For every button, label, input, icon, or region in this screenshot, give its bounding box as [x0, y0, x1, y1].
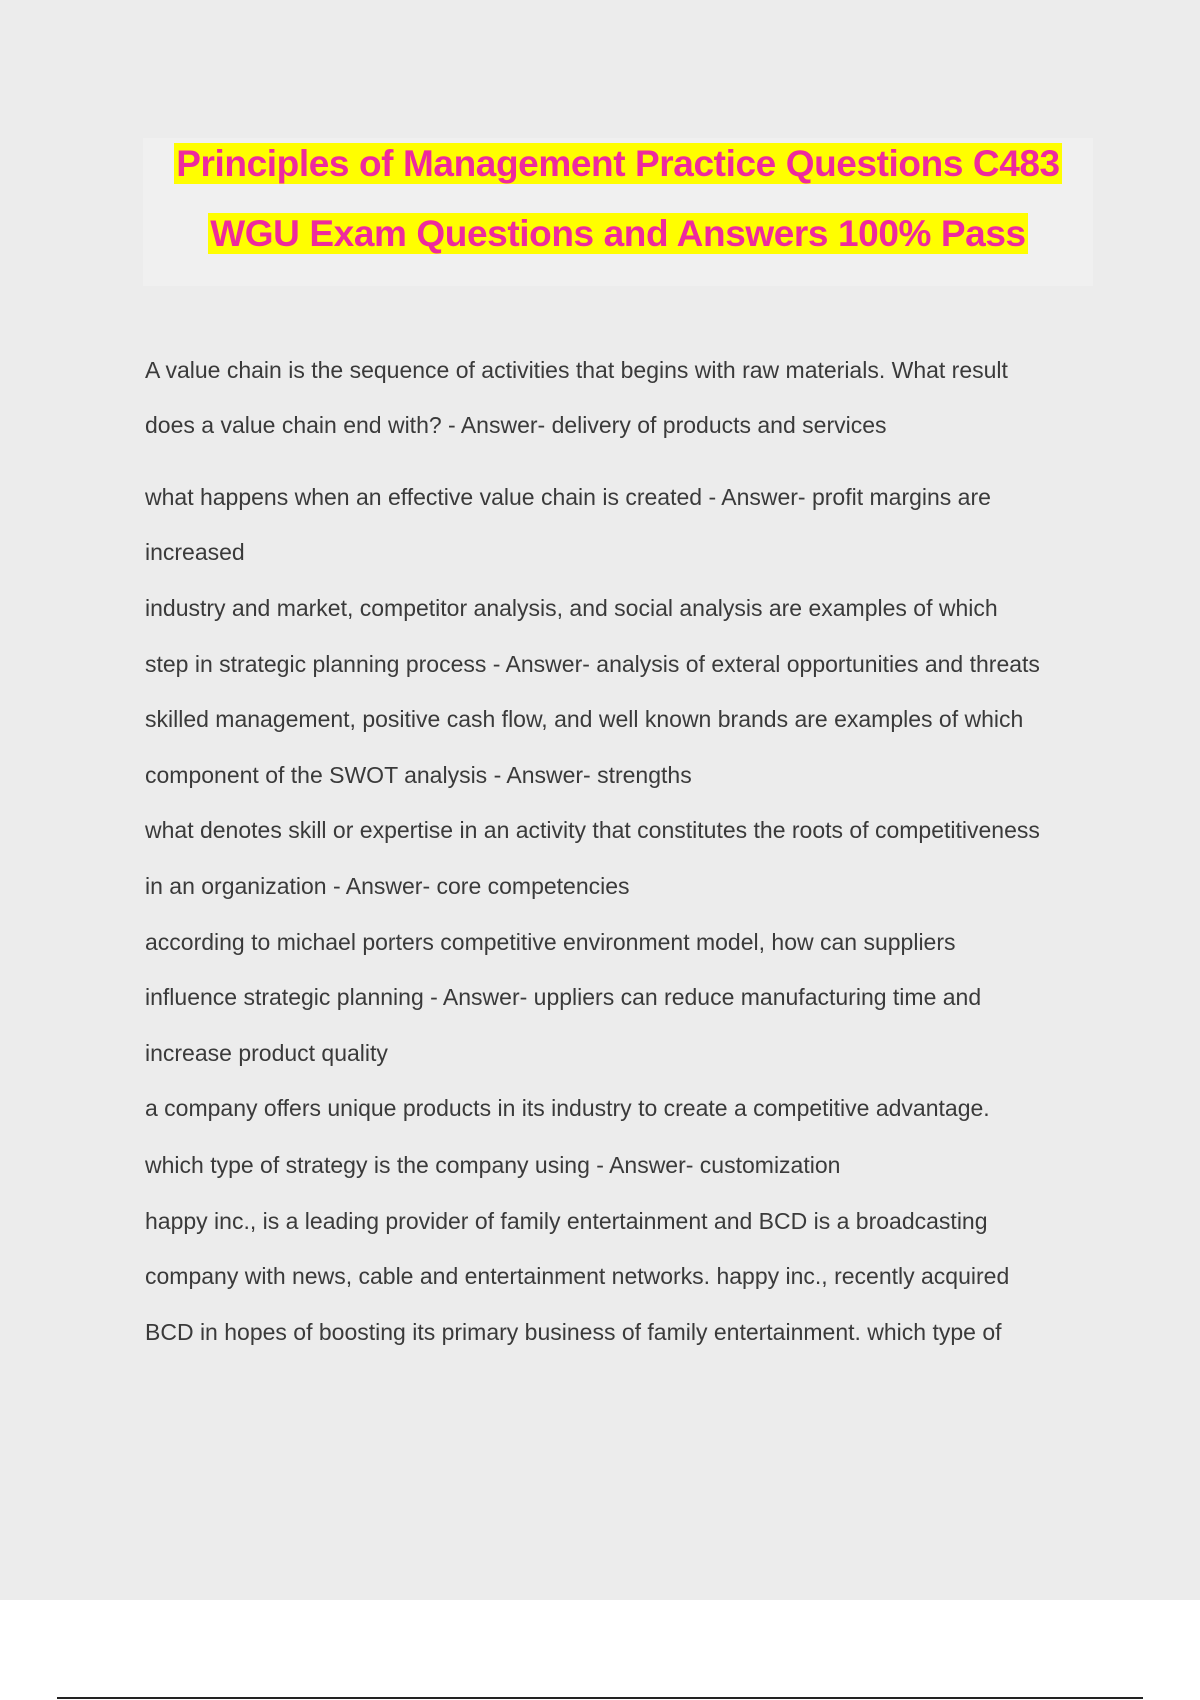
title-line-1 [143, 142, 1093, 186]
text-line: which type of strategy is the company using - Answer- customization [145, 1152, 841, 1178]
text-line: influence strategic planning - Answer- uppliers can reduce manufacturing time and [145, 984, 982, 1010]
text-line: a company offers unique products in its industry to create a competitive advantage. [145, 1095, 990, 1121]
text-line: happy inc., is a leading provider of family entertainment and BCD is a broadcasting [145, 1208, 988, 1234]
text-line: in an organization - Answer- core competencies [145, 873, 630, 899]
title-line-2-text: WGU Exam Questions and Answers 100% Pass [210, 213, 1026, 254]
text-line: what happens when an effective value chain is created - Answer- profit margins are [145, 484, 991, 510]
text-line: according to michael porters competitive environment model, how can suppliers [145, 929, 956, 955]
text-line: does a value chain end with? - Answer- delivery of products and services [145, 412, 887, 438]
text-line: what denotes skill or expertise in an activity that constitutes the roots of competitiveness [145, 817, 1040, 843]
document-title [143, 138, 1093, 286]
title-line-1-text: Principles of Management Practice Questions C483 [176, 143, 1060, 184]
title-line-2 [143, 212, 1093, 256]
text-line: step in strategic planning process - Answer- analysis of exteral opportunities and threats [145, 651, 1040, 677]
footer-divider [57, 1697, 1143, 1699]
text-line: A value chain is the sequence of activities that begins with raw materials. What result [145, 357, 1008, 383]
page-footer [0, 1600, 1200, 1700]
text-line: component of the SWOT analysis - Answer- strengths [145, 762, 692, 788]
text-line: skilled management, positive cash flow, and well known brands are examples of which [145, 706, 1024, 732]
text-line: increased [145, 539, 245, 565]
text-line: industry and market, competitor analysis, and social analysis are examples of which [145, 595, 998, 621]
text-line: company with news, cable and entertainment networks. happy inc., recently acquired [145, 1263, 1010, 1289]
text-line: increase product quality [145, 1040, 388, 1066]
text-line: BCD in hopes of boosting its primary business of family entertainment. which type of [145, 1319, 1002, 1345]
